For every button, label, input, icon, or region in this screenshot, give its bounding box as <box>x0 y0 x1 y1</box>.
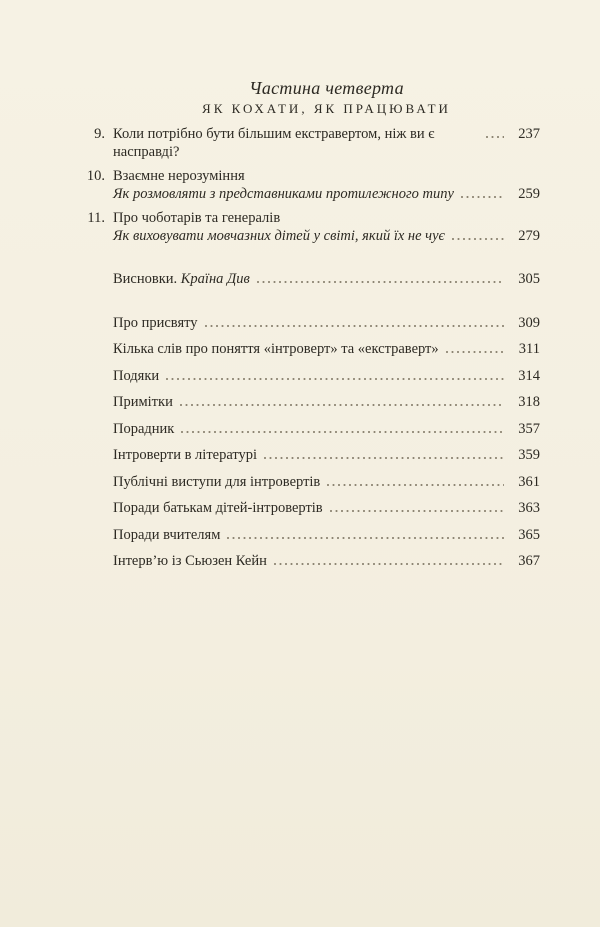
toc-line <box>113 421 540 439</box>
entry-title: Інтроверти в літературі <box>113 447 258 463</box>
toc-line <box>113 341 540 359</box>
entry-title: Публічні виступи для інтровертів <box>113 473 321 490</box>
toc-entry-interview <box>80 553 540 571</box>
page-number: 361 <box>518 473 540 490</box>
toc-entry-advice-teachers <box>80 527 540 545</box>
part-heading <box>113 78 540 117</box>
toc-entry-guide <box>80 421 540 439</box>
dot-leader <box>330 510 504 512</box>
page-number: 305 <box>518 271 540 287</box>
dot-leader <box>205 325 504 327</box>
chapter-content <box>113 168 540 203</box>
chapter-subtitle: Як розмовляти з представниками протилежного типу <box>113 185 454 202</box>
entry-title: Поради батькам дітей-інтровертів <box>113 500 323 516</box>
entry-title: Кілька слів про поняття «інтроверт» та «екстраверт» <box>113 341 439 357</box>
chapter-number: 11. <box>87 210 105 226</box>
dot-leader <box>327 484 504 486</box>
entry-title: Примітки <box>113 394 173 410</box>
toc-line <box>113 447 540 465</box>
toc-line <box>113 186 540 204</box>
toc-entry-conclusion <box>80 271 540 289</box>
dot-leader <box>227 537 504 539</box>
chapter-content <box>113 126 540 161</box>
table-of-contents <box>80 126 540 571</box>
dot-leader <box>264 457 504 459</box>
chapter-title: Взаємне нерозуміння <box>113 168 245 184</box>
part-label: Частина четверта <box>249 78 404 98</box>
entry-title: Поради вчителям <box>113 526 221 543</box>
toc-entry-chapter-11 <box>80 210 540 245</box>
entry-title: Порадник <box>113 420 175 437</box>
toc-line <box>113 474 540 492</box>
page-number: 357 <box>518 420 540 437</box>
part-title: ЯК КОХАТИ, ЯК ПРАЦЮВАТИ <box>202 101 451 116</box>
page-number: 365 <box>518 526 540 543</box>
page-number: 279 <box>518 227 540 244</box>
page-number: 309 <box>518 314 540 331</box>
toc-line <box>113 500 540 518</box>
entry-title: Інтерв’ю із Сьюзен Кейн <box>113 553 267 569</box>
toc-line <box>113 368 540 386</box>
conclusion-label: Висновки. <box>113 271 178 287</box>
page-number: 359 <box>518 447 540 463</box>
toc-entry-dedication-note <box>80 315 540 333</box>
toc-entry-advice-parents <box>80 500 540 518</box>
chapter-subtitle: Як виховувати мовчазних дітей у світі, який їх не чує <box>113 227 445 244</box>
chapter-title: Коли потрібно бути більшим екстравертом, ніж ви є насправді? <box>113 126 435 160</box>
toc-line <box>113 271 540 289</box>
page-number: 314 <box>518 367 540 384</box>
toc-entry-chapter-10 <box>80 168 540 203</box>
toc-entry-public-speaking <box>80 474 540 492</box>
conclusion-subtitle: Країна Див <box>180 271 250 287</box>
toc-line <box>113 228 540 246</box>
chapter-number: 10. <box>86 168 105 184</box>
entry-title: Про присвяту <box>113 314 198 331</box>
toc-entry-acknowledgements <box>80 368 540 386</box>
dot-leader <box>452 238 504 240</box>
toc-entry-terms-note <box>80 341 540 359</box>
entry-title: Подяки <box>113 367 160 384</box>
page-number: 363 <box>518 500 540 516</box>
page-number: 367 <box>518 553 540 569</box>
dot-leader <box>486 136 504 138</box>
page-number: 318 <box>518 394 540 410</box>
page-number: 237 <box>518 126 540 142</box>
dot-leader <box>461 196 504 198</box>
toc-entry-notes <box>80 394 540 412</box>
toc-line <box>113 553 540 571</box>
dot-leader <box>181 431 504 433</box>
toc-line <box>113 168 540 186</box>
dot-leader <box>446 351 504 353</box>
page-number: 311 <box>518 341 540 357</box>
toc-line <box>113 394 540 412</box>
toc-line <box>113 315 540 333</box>
toc-entry-introverts-in-literature <box>80 447 540 465</box>
toc-line <box>113 527 540 545</box>
toc-entry-chapter-9 <box>80 126 540 161</box>
dot-leader <box>180 404 504 406</box>
chapter-title: Про чоботарів та генералів <box>113 210 281 226</box>
conclusion-title <box>113 271 250 289</box>
page-number: 259 <box>518 185 540 202</box>
toc-line <box>113 126 540 161</box>
toc-line <box>113 210 540 228</box>
dot-leader <box>274 563 504 565</box>
dot-leader <box>166 378 504 380</box>
chapter-content <box>113 210 540 245</box>
dot-leader <box>257 281 504 283</box>
chapter-number: 9. <box>94 126 105 142</box>
